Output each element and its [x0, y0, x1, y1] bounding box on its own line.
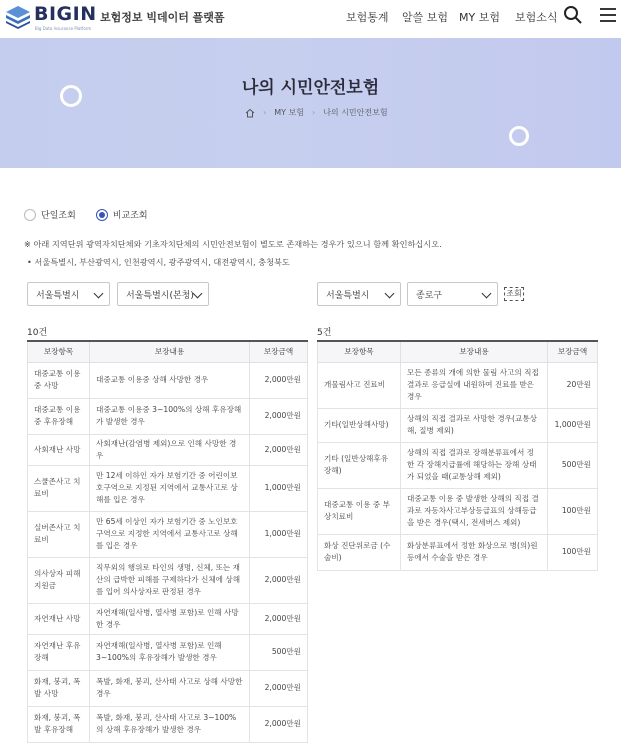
coverage-content-cell: 만 65세 이상인 자가 보험기간 중 노인보호구역으로 지정한 지역에서 교통사고로 상해를 입은 경우 — [90, 511, 250, 557]
left-result-count: 10건 — [27, 328, 48, 338]
right-coverage-table — [317, 340, 598, 571]
chevron-down-icon — [193, 289, 203, 299]
logo-subtext: Big Data Insurance Platform — [35, 26, 92, 31]
table-row — [28, 465, 308, 511]
coverage-content-cell: 상해의 직접 결과로 장해분류표에서 정한 각 장해지급률에 해당하는 장해 상태가 되었을 때(교통상해 제외) — [401, 442, 548, 488]
coverage-content-cell: 폭발, 화재, 붕괴, 산사태 사고로 3~100%의 상해 후유장해가 발생한 경우 — [90, 706, 250, 742]
table-row — [318, 362, 598, 408]
search-mode-radio-group — [24, 208, 148, 221]
radio-compare-label: 비교조회 — [112, 211, 148, 221]
notice-text: ※ 아래 지역단위 광역자치단체와 기초자치단체의 시민안전보험이 별도로 존재하는 경우가 있으니 함께 확인하십시오. — [24, 239, 442, 249]
column-header-item: 보장항목 — [28, 341, 90, 362]
coverage-amount-cell: 500만원 — [250, 634, 308, 670]
right-result-count: 5건 — [317, 328, 332, 338]
coverage-amount-cell: 100만원 — [548, 534, 598, 570]
table-row — [28, 511, 308, 557]
coverage-item-cell: 실버존사고 치료비 — [28, 511, 90, 557]
chevron-down-icon — [385, 289, 395, 299]
right-province-select[interactable] — [317, 282, 401, 306]
coverage-content-cell: 상해의 직접 결과로 사망한 경우(교통상해, 질병 제외) — [401, 408, 548, 442]
nav-insurance-news[interactable]: 보험소식 — [515, 11, 558, 24]
coverage-item-cell: 자연재난 후유장해 — [28, 634, 90, 670]
bigin-logo-icon[interactable] — [4, 4, 32, 30]
coverage-item-cell: 화재, 붕괴, 폭발 사망 — [28, 670, 90, 706]
coverage-item-cell: 자연재난 사망 — [28, 603, 90, 634]
radio-single-search[interactable] — [24, 209, 36, 221]
column-header-amount: 보장금액 — [250, 341, 308, 362]
coverage-content-cell: 대중교통 이용 중 발생한 상해의 직접 결과로 자동차사고부상등급표의 상해등급을 받은 경우(택시, 전세버스 제외) — [401, 488, 548, 534]
decor-circle — [509, 126, 529, 146]
coverage-content-cell: 화상분류표에서 정한 화상으로 병(의)원 등에서 수술을 받은 경우 — [401, 534, 548, 570]
coverage-amount-cell: 2,000만원 — [250, 362, 308, 398]
coverage-item-cell: 대중교통 이용 중 부상치료비 — [318, 488, 401, 534]
table-header-row — [318, 341, 598, 362]
coverage-amount-cell: 2,000만원 — [250, 670, 308, 706]
coverage-item-cell: 기타 (일반상해후유장해) — [318, 442, 401, 488]
coverage-item-cell: 화상 진단위로금 (수술비) — [318, 534, 401, 570]
coverage-amount-cell: 2,000만원 — [250, 557, 308, 603]
radio-single-label: 단일조회 — [41, 211, 76, 221]
table-row — [318, 408, 598, 442]
coverage-content-cell: 자연재해(일사병, 열사병 포함)로 인해 3~100%의 후유장해가 발생한 경우 — [90, 634, 250, 670]
table-header-row — [28, 341, 308, 362]
coverage-amount-cell: 1,000만원 — [250, 511, 308, 557]
breadcrumb — [245, 107, 388, 118]
table-row — [28, 634, 308, 670]
right-district-value: 종로구 — [416, 291, 443, 301]
home-icon[interactable] — [245, 108, 255, 118]
coverage-item-cell: 기타(일반상해사망) — [318, 408, 401, 442]
nav-useful-insurance[interactable]: 알쓸 보험 — [402, 11, 449, 24]
table-row — [28, 670, 308, 706]
breadcrumb-separator: › — [312, 108, 316, 117]
coverage-amount-cell: 1,000만원 — [250, 465, 308, 511]
table-row — [28, 706, 308, 742]
left-district-select[interactable] — [117, 282, 209, 306]
coverage-item-cell: 사회재난 사망 — [28, 434, 90, 465]
column-header-amount: 보장금액 — [548, 341, 598, 362]
coverage-content-cell: 폭발, 화재, 붕괴, 산사태 사고로 상해 사망한 경우 — [90, 670, 250, 706]
chevron-down-icon — [482, 289, 492, 299]
logo-tagline: 보험정보 빅데이터 플랫폼 — [100, 11, 225, 24]
coverage-amount-cell: 2,000만원 — [250, 603, 308, 634]
coverage-amount-cell: 500만원 — [548, 442, 598, 488]
page-title: 나의 시민안전보험 — [241, 78, 380, 98]
right-district-select[interactable] — [407, 282, 498, 306]
radio-compare-search[interactable] — [96, 209, 108, 221]
coverage-amount-cell: 2,000만원 — [250, 398, 308, 434]
column-header-content: 보장내용 — [401, 341, 548, 362]
coverage-amount-cell: 1,000만원 — [548, 408, 598, 442]
breadcrumb-my-insurance[interactable]: MY 보험 — [274, 108, 304, 117]
coverage-amount-cell: 20만원 — [548, 362, 598, 408]
column-header-content: 보장내용 — [90, 341, 250, 362]
coverage-content-cell: 모든 종류의 개에 의한 물림 사고의 직접 결과로 응급실에 내원하여 진료를 받은 경우 — [401, 362, 548, 408]
coverage-item-cell: 개물림사고 진료비 — [318, 362, 401, 408]
coverage-item-cell: 의사상자 피해지원금 — [28, 557, 90, 603]
search-button[interactable]: 조회 — [504, 287, 524, 301]
coverage-item-cell: 대중교통 이용중 사망 — [28, 362, 90, 398]
page-banner — [0, 38, 621, 168]
coverage-amount-cell: 100만원 — [548, 488, 598, 534]
nav-stats[interactable]: 보험통계 — [346, 11, 389, 24]
table-row — [318, 488, 598, 534]
site-header — [0, 0, 621, 38]
coverage-item-cell: 스쿨존사고 치료비 — [28, 465, 90, 511]
chevron-down-icon — [94, 289, 104, 299]
column-header-item: 보장항목 — [318, 341, 401, 362]
left-district-value: 서울특별시(본청) — [126, 291, 194, 301]
coverage-item-cell: 대중교통 이용중 후유장해 — [28, 398, 90, 434]
breadcrumb-current: 나의 시민안전보험 — [323, 108, 388, 117]
search-icon[interactable] — [563, 5, 583, 25]
table-row — [28, 362, 308, 398]
left-province-value: 서울특별시 — [36, 291, 80, 301]
coverage-content-cell: 자연재해(일사병, 열사병 포함)로 인해 사망한 경우 — [90, 603, 250, 634]
table-row — [28, 603, 308, 634]
menu-icon[interactable] — [598, 5, 618, 25]
nav-my-insurance[interactable]: MY 보험 — [459, 11, 500, 24]
table-row — [318, 534, 598, 570]
left-coverage-table — [27, 340, 308, 743]
right-province-value: 서울특별시 — [326, 291, 370, 301]
coverage-content-cell: 대중교통 이용중 상해 사망한 경우 — [90, 362, 250, 398]
coverage-content-cell: 만 12세 이하인 자가 보험기간 중 어린이보호구역으로 지정된 지역에서 교통사고로 상해를 입은 경우 — [90, 465, 250, 511]
table-row — [28, 398, 308, 434]
left-province-select[interactable] — [27, 282, 110, 306]
breadcrumb-separator: › — [263, 108, 267, 117]
coverage-content-cell: 직무외의 행위로 타인의 생명, 신체, 또는 재산의 급박한 피해를 구제하다가 신체에 상해를 입어 의사상자로 판정된 경우 — [90, 557, 250, 603]
coverage-amount-cell: 2,000만원 — [250, 434, 308, 465]
coverage-amount-cell: 2,000만원 — [250, 706, 308, 742]
logo-text[interactable]: BIGIN — [34, 3, 97, 25]
table-row — [28, 434, 308, 465]
regions-list: • 서울특별시, 부산광역시, 인천광역시, 광주광역시, 대전광역시, 충청북도 — [27, 257, 290, 267]
coverage-content-cell: 사회재난(감염병 제외)으로 인해 사망한 경우 — [90, 434, 250, 465]
coverage-content-cell: 대중교통 이용중 3~100%의 상해 후유장해가 발생한 경우 — [90, 398, 250, 434]
coverage-item-cell: 화재, 붕괴, 폭발 후유장해 — [28, 706, 90, 742]
table-row — [28, 557, 308, 603]
table-row — [318, 442, 598, 488]
